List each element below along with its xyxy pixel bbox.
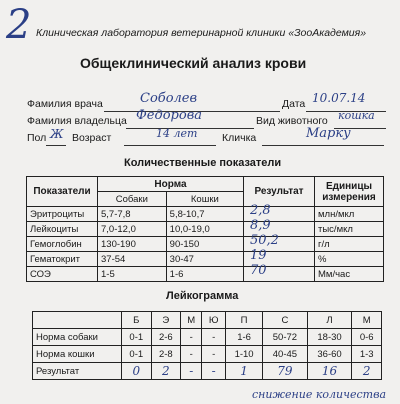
quant-header-units: Единицы измерения xyxy=(315,177,384,207)
leuk-cell: 1-10 xyxy=(226,346,263,363)
quant-unit: тыс/мкл xyxy=(315,222,384,237)
leuk-col-header: М xyxy=(352,312,382,329)
leuk-cell: 36-60 xyxy=(307,346,352,363)
leuk-cell: 2-6 xyxy=(151,329,181,346)
quant-row xyxy=(27,252,384,267)
quant-cat: 90-150 xyxy=(166,237,243,252)
leuk-col-header: Э xyxy=(151,312,181,329)
leuk-cell: - xyxy=(181,346,202,363)
leuk-cell: - xyxy=(202,363,226,380)
species-label: Вид животного xyxy=(256,115,328,127)
quant-header-dogs: Собаки xyxy=(98,192,167,207)
quant-dog: 37-54 xyxy=(98,252,167,267)
quant-header-cats: Кошки xyxy=(166,192,243,207)
quant-name: Гематокрит xyxy=(27,252,98,267)
leuk-cell: 40-45 xyxy=(263,346,308,363)
quant-unit: млн/мкл xyxy=(315,207,384,222)
age-value: 14 лет xyxy=(156,127,198,140)
quant-dog: 5,7-7,8 xyxy=(98,207,167,222)
leuk-cell: 0 xyxy=(122,363,152,380)
date-label: Дата xyxy=(282,98,306,110)
quant-result: 2,8 xyxy=(250,203,271,218)
quant-name: Эритроциты xyxy=(27,207,98,222)
quant-row xyxy=(27,267,384,282)
quant-header-row xyxy=(27,177,384,192)
owner-label: Фамилия владельца xyxy=(27,115,127,127)
quant-cat: 1-6 xyxy=(166,267,243,282)
quant-row xyxy=(27,237,384,252)
quant-result: 50,2 xyxy=(250,233,279,248)
quant-result-cell xyxy=(244,263,315,282)
leuk-cell: - xyxy=(202,346,226,363)
quant-row xyxy=(27,207,384,222)
quant-unit: г/л xyxy=(315,237,384,252)
nickname-line xyxy=(262,145,384,146)
leuk-row-label: Норма кошки xyxy=(33,346,122,363)
leuk-col-header: С xyxy=(263,312,308,329)
quant-table xyxy=(26,176,384,282)
quant-header-norm: Норма xyxy=(98,177,244,192)
quant-header-indicator: Показатели xyxy=(27,177,98,207)
clinic-name: Клиническая лаборатория ветеринарной клиники «ЗооАкадемия» xyxy=(36,27,367,39)
leuk-cell: 79 xyxy=(263,363,308,380)
quant-dog: 7,0-12,0 xyxy=(98,222,167,237)
handwritten-note: снижение количества xyxy=(252,388,387,401)
leuk-cell: 50-72 xyxy=(263,329,308,346)
quant-name: Гемоглобин xyxy=(27,237,98,252)
sex-value: Ж xyxy=(50,127,64,141)
leuk-cell: - xyxy=(181,329,202,346)
quant-result: 70 xyxy=(250,263,267,278)
doctor-value: Соболев xyxy=(140,91,198,106)
age-line xyxy=(124,145,216,146)
leuk-cell: 2-8 xyxy=(151,346,181,363)
leuk-row xyxy=(33,329,382,346)
quant-row xyxy=(27,222,384,237)
leuk-col-header: Б xyxy=(122,312,152,329)
leuk-cell: 0-1 xyxy=(122,346,152,363)
leuk-col-header: Ю xyxy=(202,312,226,329)
quant-result: 19 xyxy=(250,248,267,263)
owner-value: Федорова xyxy=(136,108,203,123)
leuk-col-header: П xyxy=(226,312,263,329)
date-value: 10.07.14 xyxy=(312,91,366,105)
quant-result: 8,9 xyxy=(250,218,271,233)
quant-cat: 5,8-10,7 xyxy=(166,207,243,222)
quant-unit: % xyxy=(315,252,384,267)
leuk-col-header: М xyxy=(181,312,202,329)
leuk-section-title: Лейкограмма xyxy=(166,290,239,302)
nickname-value: Марку xyxy=(306,126,351,141)
leuk-row-label: Норма собаки xyxy=(33,329,122,346)
doctor-label: Фамилия врача xyxy=(27,98,103,110)
leuk-cell: - xyxy=(181,363,202,380)
leuk-cell: 2 xyxy=(151,363,181,380)
leuk-header-empty xyxy=(33,312,122,329)
leuk-cell: - xyxy=(202,329,226,346)
quant-header-result: Результат xyxy=(244,177,315,207)
leuk-col-header: Л xyxy=(307,312,352,329)
quant-dog: 1-5 xyxy=(98,267,167,282)
leuk-cell: 16 xyxy=(307,363,352,380)
quant-name: СОЭ xyxy=(27,267,98,282)
leuk-cell: 18-30 xyxy=(307,329,352,346)
leuk-row-label: Результат xyxy=(33,363,122,380)
leuk-row xyxy=(33,363,382,380)
leuk-cell: 1-3 xyxy=(352,346,382,363)
sex-line xyxy=(46,145,66,146)
leuk-row xyxy=(33,346,382,363)
leuk-cell: 0-1 xyxy=(122,329,152,346)
quant-dog: 130-190 xyxy=(98,237,167,252)
leuk-header-row xyxy=(33,312,382,329)
quant-name: Лейкоциты xyxy=(27,222,98,237)
quant-cat: 10,0-19,0 xyxy=(166,222,243,237)
page-title: Общеклинический анализ крови xyxy=(80,55,307,71)
sex-label: Пол xyxy=(27,132,47,144)
quant-cat: 30-47 xyxy=(166,252,243,267)
species-value: кошка xyxy=(338,109,375,122)
leuk-cell: 1-6 xyxy=(226,329,263,346)
leuk-cell: 0-6 xyxy=(352,329,382,346)
handwritten-mark: 2 xyxy=(6,2,32,48)
leuk-cell: 1 xyxy=(226,363,263,380)
nickname-label: Кличка xyxy=(222,132,257,144)
quant-section-title: Количественные показатели xyxy=(124,157,282,169)
quant-unit: Мм/час xyxy=(315,267,384,282)
leuk-cell: 2 xyxy=(352,363,382,380)
age-label: Возраст xyxy=(72,132,112,144)
leuk-table xyxy=(32,311,382,380)
